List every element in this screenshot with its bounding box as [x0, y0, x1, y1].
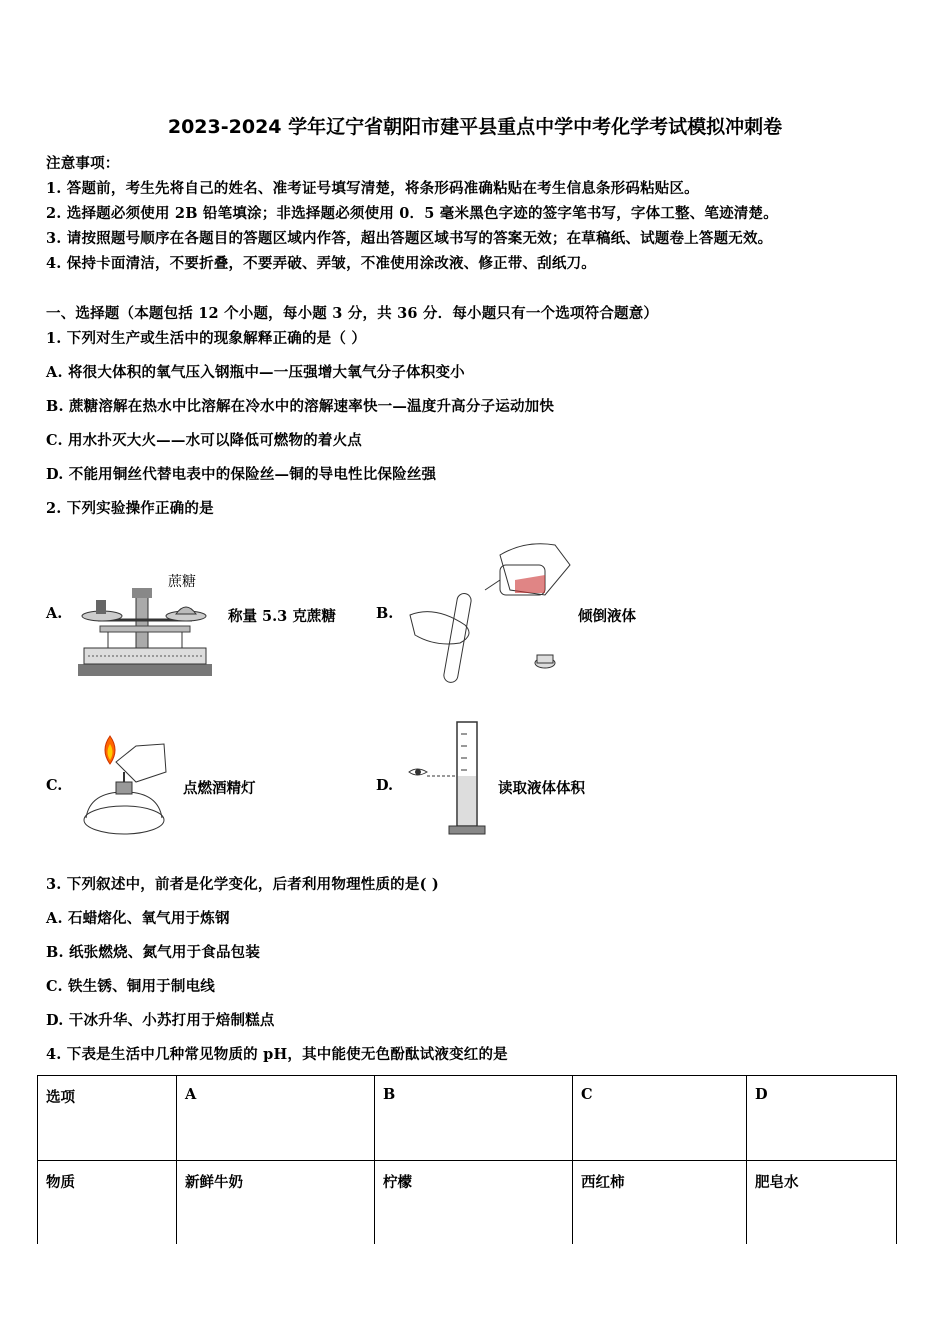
- table-cell: C: [573, 1076, 747, 1161]
- question-1-option-d: D. 不能用铜丝代替电表中的保险丝—铜的导电性比保险丝强: [46, 466, 437, 483]
- question-2-option-a-text: 称量 5.3 克蔗糖: [228, 608, 336, 625]
- question-3-option-a: A. 石蜡熔化、氧气用于炼钢: [46, 910, 230, 927]
- table-cell: 物质: [38, 1161, 177, 1246]
- question-4-stem: 4. 下表是生活中几种常见物质的 pH，其中能使无色酚酞试液变红的是: [46, 1046, 508, 1063]
- balance-figure-label: 蔗糖: [168, 574, 196, 590]
- table-cell: 西红柿: [573, 1161, 747, 1246]
- question-2-option-c-letter: C.: [46, 777, 63, 794]
- question-2-option-d-text: 读取液体体积: [498, 780, 585, 797]
- section-heading: 一、选择题（本题包括 12 个小题，每小题 3 分，共 36 分．每小题只有一个选项符合题意）: [46, 305, 659, 322]
- table-row: [38, 1076, 897, 1161]
- question-1-option-b: B. 蔗糖溶解在热水中比溶解在冷水中的溶解速率快一—温度升高分子运动加快: [46, 398, 555, 415]
- question-2-option-a-letter: A.: [46, 605, 63, 622]
- question-2-option-b-text: 倾倒液体: [578, 608, 636, 625]
- question-2-option-d-letter: D.: [376, 777, 394, 794]
- question-3-stem: 3. 下列叙述中，前者是化学变化，后者利用物理性质的是( ): [46, 876, 439, 893]
- notice-item: 2. 选择题必须使用 2B 铅笔填涂；非选择题必须使用 0．5 毫米黑色字迹的签字笔书写，字体工整、笔迹清楚。: [46, 205, 778, 222]
- question-3-option-c: C. 铁生锈、铜用于制电线: [46, 978, 215, 995]
- question-2-option-b-letter: B.: [376, 605, 394, 622]
- notice-item: 3. 请按照题号顺序在各题目的答题区域内作答，超出答题区域书写的答案无效；在草稿纸、试题卷上答题无效。: [46, 230, 773, 247]
- table-cell: 柠檬: [375, 1161, 573, 1246]
- notice-heading: 注意事项：: [46, 155, 120, 172]
- ph-table: [37, 1075, 897, 1246]
- question-2-option-c-text: 点燃酒精灯: [183, 780, 256, 797]
- lighting-alcohol-lamp-figure: [76, 732, 176, 837]
- notice-item: 1. 答题前，考生先将自己的姓名、准考证号填写清楚，将条形码准确粘贴在考生信息条形码粘贴区。: [46, 180, 699, 197]
- reading-graduated-cylinder-figure: [405, 720, 495, 838]
- pouring-liquid-figure: [405, 535, 575, 685]
- question-1-option-c: C. 用水扑灭大火——水可以降低可燃物的着火点: [46, 432, 362, 449]
- notice-item: 4. 保持卡面清洁，不要折叠，不要弄破、弄皱，不准使用涂改液、修正带、刮纸刀。: [46, 255, 596, 272]
- table-cell: D: [747, 1076, 897, 1161]
- balance-scale-figure: [78, 570, 218, 680]
- table-cell: 选项: [38, 1076, 177, 1161]
- question-1-option-a: A. 将很大体积的氧气压入钢瓶中—一压强增大氧气分子体积变小: [46, 364, 465, 381]
- table-cell: A: [177, 1076, 375, 1161]
- table-row: [38, 1161, 897, 1246]
- page-bottom-margin: [0, 1244, 950, 1344]
- table-cell: B: [375, 1076, 573, 1161]
- page-title: 2023-2024 学年辽宁省朝阳市建平县重点中学中考化学考试模拟冲刺卷: [167, 116, 783, 138]
- table-cell: 新鲜牛奶: [177, 1161, 375, 1246]
- question-3-option-d: D. 干冰升华、小苏打用于焙制糕点: [46, 1012, 275, 1029]
- table-cell: 肥皂水: [747, 1161, 897, 1246]
- question-1-stem: 1. 下列对生产或生活中的现象解释正确的是（ ）: [46, 330, 367, 347]
- question-2-stem: 2. 下列实验操作正确的是: [46, 500, 214, 517]
- question-3-option-b: B. 纸张燃烧、氮气用于食品包装: [46, 944, 261, 961]
